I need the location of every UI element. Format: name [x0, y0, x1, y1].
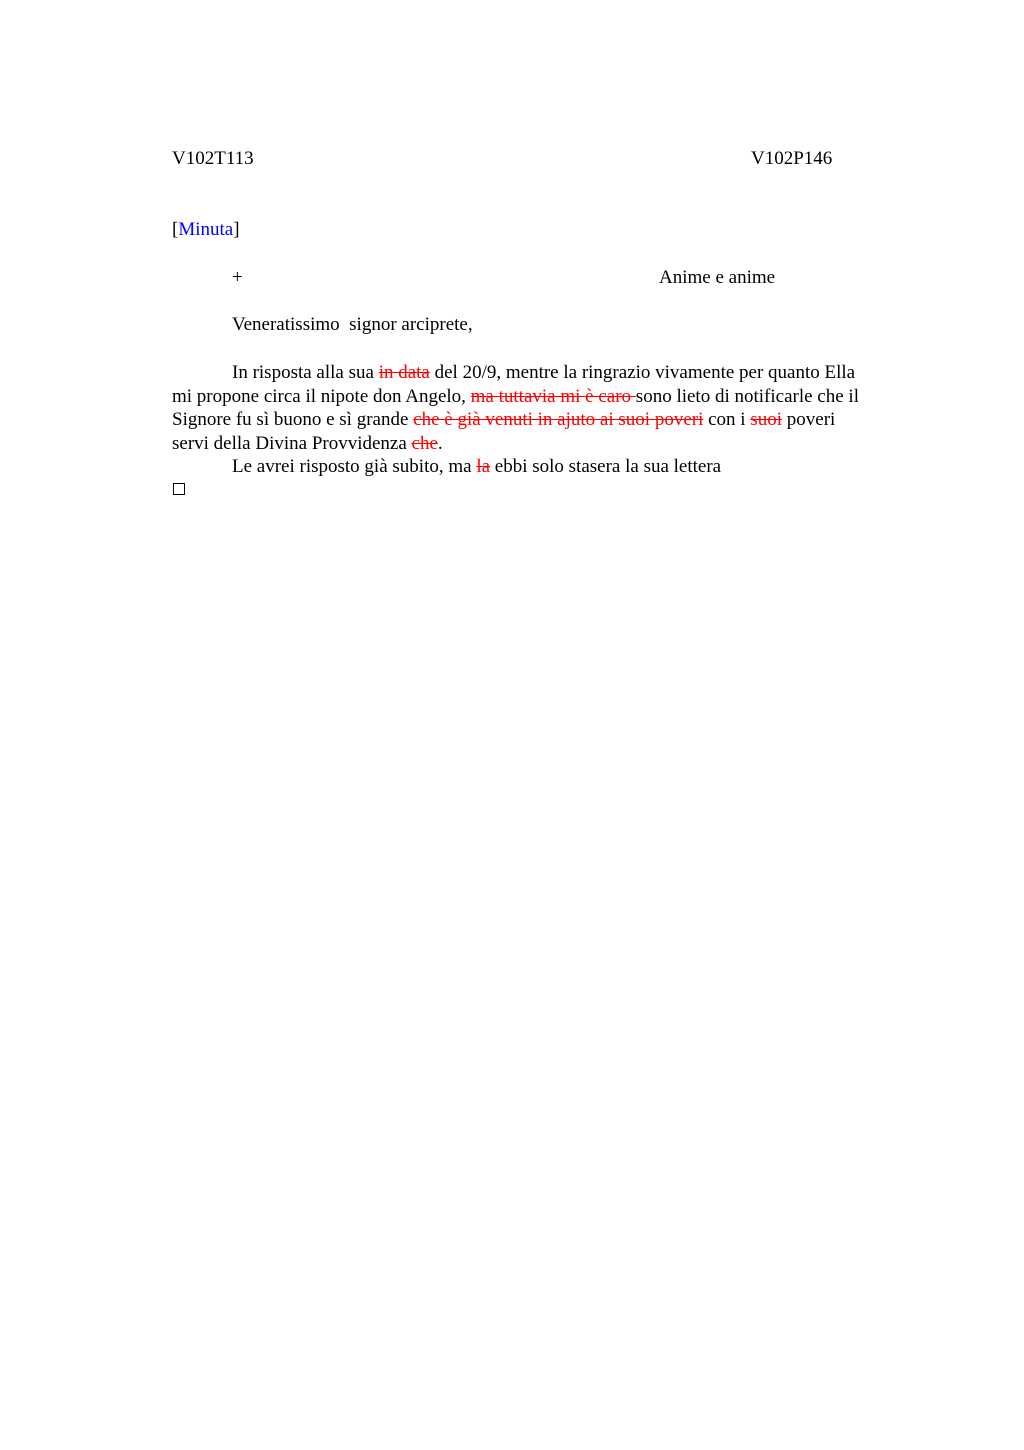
paragraph-1-line-3: Signore fu sì buono e sì grande che è già venuti in ajuto ai suoi poveri con i suoi poveri [172, 409, 836, 430]
empty-box-icon [173, 483, 185, 495]
deletion: suoi [750, 409, 783, 430]
minuta-open-bracket: [ [172, 219, 179, 240]
cross-symbol: + [232, 267, 243, 288]
deletion: che è già venuti in ajuto ai suoi poveri [413, 409, 704, 430]
document-code-right: V102P146 [751, 148, 833, 169]
paragraph-1-line-1: In risposta alla sua in data del 20/9, mentre la ringrazio vivamente per quanto Ella [232, 362, 856, 383]
paragraph-1 [172, 361, 932, 479]
paragraph-1-line-4: servi della Divina Provvidenza che. [172, 432, 443, 454]
deletion: che [411, 432, 438, 454]
minuta-close-bracket: ] [233, 219, 240, 240]
deletion: la [476, 456, 491, 477]
salutation: Veneratissimo signor arciprete, [232, 314, 473, 335]
deletion: ma tuttavia mi è caro [470, 385, 636, 407]
minuta-text: Minuta [178, 219, 234, 240]
paragraph-2: Le avrei risposto già subito, ma la ebbi solo stasera la sua lettera [232, 456, 722, 477]
deletion: in data [378, 362, 430, 383]
minuta-label [172, 218, 240, 241]
paragraph-1-line-2: mi propone circa il nipote don Angelo, ma tuttavia mi è caro sono lieto di notificarle che il [172, 385, 859, 407]
document-code-left: V102T113 [172, 148, 254, 169]
letter-title: Anime e anime [659, 267, 776, 288]
